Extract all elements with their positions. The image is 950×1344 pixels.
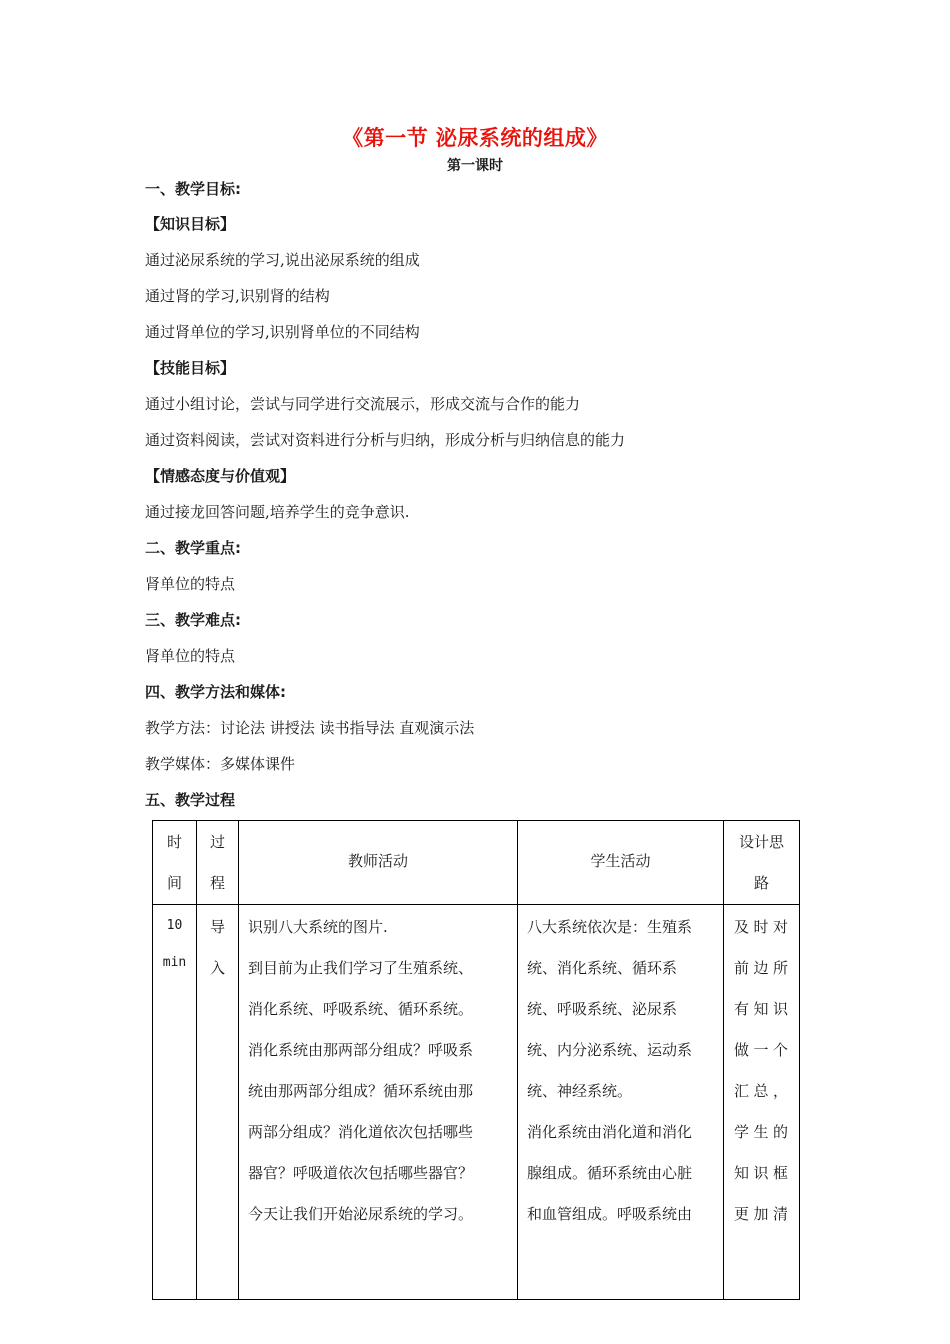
teacher-line: 器官？呼吸道依次包括哪些器官？ [248,1164,474,1182]
section-heading-key-points: 二、教学重点: [145,539,241,557]
knowledge-item: 通过肾单位的学习,识别肾单位的不同结构 [145,323,420,341]
design-line: 前边所 [734,959,791,977]
document-subtitle: 第一课时 [447,158,503,174]
process-table [152,820,800,1300]
knowledge-item: 通过泌尿系统的学习,说出泌尿系统的组成 [145,251,420,269]
teacher-line: 两部分组成？消化道依次包括哪些 [248,1123,474,1141]
difficulties-text: 肾单位的特点 [145,647,236,665]
teacher-line: 今天让我们开始泌尿系统的学习。 [248,1205,474,1223]
teacher-line: 到目前为止我们学习了生殖系统、 [248,959,474,977]
methods-text: 教学方法：讨论法 讲授法 读书指导法 直观演示法 [145,719,475,737]
header-student [518,821,724,905]
student-line: 和血管组成。呼吸系统由 [527,1205,693,1223]
design-line: 及时对 [734,918,791,936]
design-line: 有知识 [734,1000,791,1018]
media-text: 教学媒体：多媒体课件 [145,755,296,773]
header-process-line: 过 [209,833,225,851]
design-line: 知识框 [734,1164,791,1182]
knowledge-heading: 【知识目标】 [145,215,236,233]
header-design [724,821,800,905]
header-process [197,821,239,905]
header-time-line: 间 [166,874,182,892]
time-line: min [162,955,187,970]
cell-teacher-activity [239,905,518,1300]
student-line: 统、呼吸系统、泌尿系 [527,1000,678,1018]
process-line: 导 [209,918,225,936]
teacher-line: 消化系统、呼吸系统、循环系统。 [248,1000,474,1018]
cell-time [153,905,197,1300]
student-line: 八大系统依次是：生殖系 [527,918,693,936]
section-heading-objectives: 一、教学目标: [145,180,241,198]
knowledge-item: 通过肾的学习,识别肾的结构 [145,287,330,305]
header-time [153,821,197,905]
teacher-line: 消化系统由那两部分组成？呼吸系 [248,1041,474,1059]
design-line: 更加清 [734,1205,791,1223]
process-line: 入 [209,959,225,977]
header-student-label: 学生活动 [590,851,651,870]
design-line: 学生的 [734,1123,791,1141]
skill-heading: 【技能目标】 [145,359,236,377]
key-points-text: 肾单位的特点 [145,575,236,593]
teacher-line: 识别八大系统的图片. [248,918,388,936]
student-line: 消化系统由消化道和消化 [527,1123,693,1141]
time-line: 10 [166,918,183,933]
header-time-line: 时 [166,833,182,851]
design-line: 做一个 [734,1041,791,1059]
cell-process [197,905,239,1300]
section-heading-methods: 四、教学方法和媒体: [145,683,286,701]
header-process-line: 程 [209,874,225,892]
student-line: 腺组成。循环系统由心脏 [527,1164,693,1182]
section-heading-difficulties: 三、教学难点: [145,611,241,629]
attitude-item: 通过接龙回答问题,培养学生的竞争意识. [145,503,410,521]
attitude-heading: 【情感态度与价值观】 [145,467,296,485]
header-teacher [239,821,518,905]
student-line: 统、消化系统、循环系 [527,959,678,977]
header-teacher-label: 教师活动 [347,851,408,870]
section-heading-process: 五、教学过程 [145,791,236,809]
skill-item: 通过资料阅读，尝试对资料进行分析与归纳，形成分析与归纳信息的能力 [145,431,626,449]
header-design-line: 设计思 [738,833,784,851]
cell-student-activity [518,905,724,1300]
design-line: 汇总， [734,1082,791,1100]
document-title: 《第一节 泌尿系统的组成》 [342,126,608,150]
table-header-row [153,821,800,905]
student-line: 统、神经系统。 [527,1082,633,1100]
student-line: 统、内分泌系统、运动系 [527,1041,693,1059]
cell-design-idea [724,905,800,1300]
header-design-line: 路 [753,874,769,892]
skill-item: 通过小组讨论，尝试与同学进行交流展示，形成交流与合作的能力 [145,395,581,413]
table-row [153,905,800,1300]
teacher-line: 统由那两部分组成？循环系统由那 [248,1082,474,1100]
